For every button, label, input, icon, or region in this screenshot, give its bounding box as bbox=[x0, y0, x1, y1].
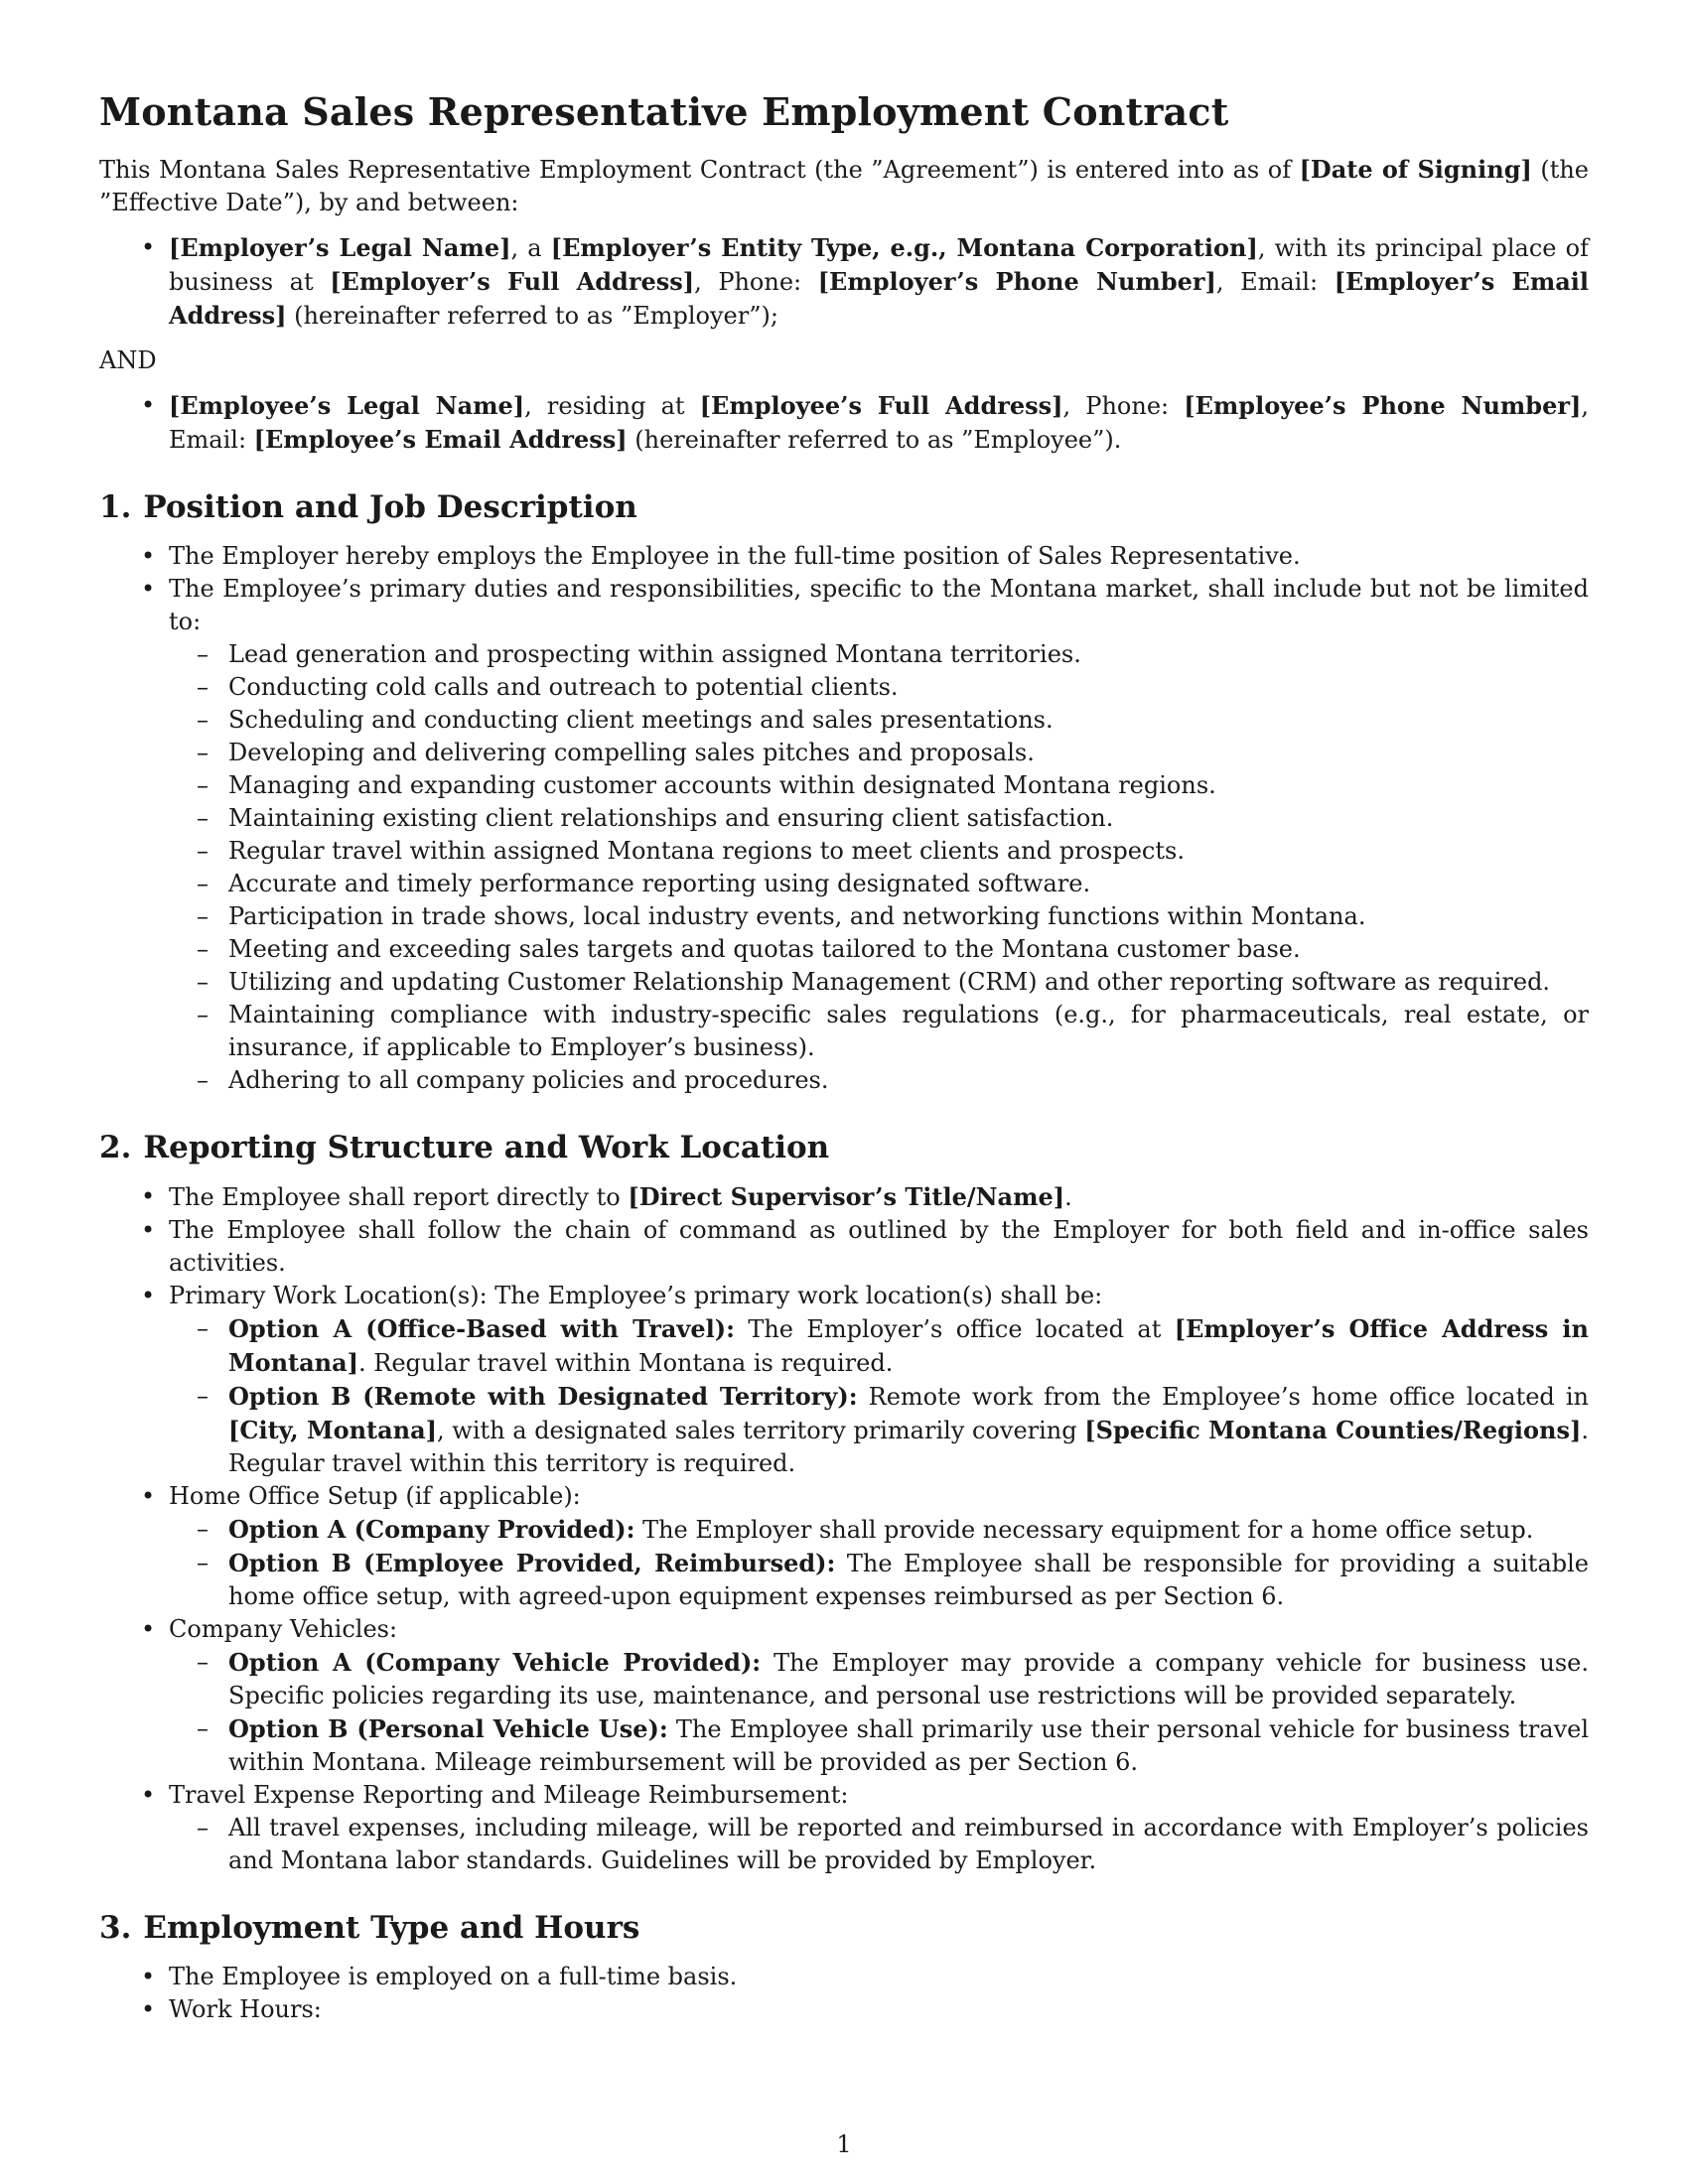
duty-item: – Maintaining existing client relationships and ensuring client satisfaction. bbox=[228, 802, 1589, 835]
list-item: • Work Hours: bbox=[169, 1993, 1589, 2026]
employer-party bbox=[169, 231, 1589, 333]
duty-item: – Accurate and timely performance reporting using designated software. bbox=[228, 868, 1589, 900]
option-text: The Employee shall primarily use their personal vehicle for business travel within Montana. Mileage reimbursement will be provided as per Section 6. bbox=[228, 1715, 1590, 1776]
list-item bbox=[169, 1779, 1589, 1877]
option-item bbox=[228, 1380, 1589, 1480]
option-label: Option A (Company Provided): bbox=[228, 1515, 635, 1544]
option-label: Option A (Company Vehicle Provided): bbox=[228, 1648, 762, 1677]
section-1-list bbox=[99, 540, 1589, 1097]
section-number: 3. bbox=[99, 1910, 132, 1946]
intro-text: (the ”Effective Date”), by and between: bbox=[99, 156, 1589, 216]
option-item: – All travel expenses, including mileage, will be reported and reimbursed in accordance with Employer’s policies and Montana labor standards. Guidelines will be provided by Employer. bbox=[228, 1812, 1589, 1877]
employer-entity-placeholder: [Employer’s Entity Type, e.g., Montana Corporation] bbox=[550, 233, 1258, 262]
option-item bbox=[228, 1547, 1589, 1613]
home-office-options bbox=[169, 1513, 1589, 1613]
list-item bbox=[169, 1613, 1589, 1779]
duty-item: – Managing and expanding customer accounts within designated Montana regions. bbox=[228, 769, 1589, 802]
list-item: • The Employer hereby employs the Employee in the full-time position of Sales Representative. bbox=[169, 540, 1589, 573]
section-number: 2. bbox=[99, 1130, 132, 1165]
travel-items bbox=[169, 1812, 1589, 1877]
employee-email-placeholder: [Employee’s Email Address] bbox=[253, 425, 628, 454]
list-item bbox=[169, 1180, 1589, 1214]
duties-intro: The Employee’s primary duties and responsibilities, specific to the Montana market, shall include but not be limited to: bbox=[169, 575, 1589, 635]
duty-item: – Adhering to all company policies and procedures. bbox=[228, 1064, 1589, 1097]
employer-phone-placeholder: [Employer’s Phone Number] bbox=[817, 267, 1216, 296]
section-2-heading bbox=[99, 1127, 1589, 1168]
item-text: Home Office Setup (if applicable): bbox=[169, 1482, 581, 1510]
item-text: Company Vehicles: bbox=[169, 1615, 398, 1643]
duty-item: – Meeting and exceeding sales targets and quotas tailored to the Montana customer base. bbox=[228, 933, 1589, 966]
item-text: Travel Expense Reporting and Mileage Reimbursement: bbox=[169, 1781, 849, 1809]
location-options bbox=[169, 1312, 1589, 1480]
section-3-heading bbox=[99, 1907, 1589, 1949]
party-text: , with its principal place of business at bbox=[169, 234, 1589, 296]
duty-item: – Regular travel within assigned Montana regions to meet clients and prospects. bbox=[228, 835, 1589, 868]
and-separator: AND bbox=[99, 346, 157, 374]
employee-party bbox=[169, 389, 1589, 457]
option-text: , with a designated sales territory primarily covering bbox=[437, 1417, 1085, 1444]
option-label: Option B (Personal Vehicle Use): bbox=[228, 1714, 668, 1743]
party-text: (hereinafter referred to as ”Employer”); bbox=[286, 302, 778, 330]
party-text: , a bbox=[510, 234, 551, 262]
employer-email-placeholder: [Employer’s Email Address] bbox=[169, 267, 1590, 330]
option-item bbox=[228, 1513, 1589, 1547]
party-text: , residing at bbox=[524, 392, 700, 420]
duty-item: – Developing and delivering compelling sales pitches and proposals. bbox=[228, 737, 1589, 769]
counties-placeholder: [Specific Montana Counties/Regions] bbox=[1084, 1416, 1582, 1444]
option-label: Option A (Office-Based with Travel): bbox=[228, 1314, 735, 1343]
party-text: , Phone: bbox=[694, 268, 818, 296]
duty-item: – Lead generation and prospecting within assigned Montana territories. bbox=[228, 638, 1589, 671]
employer-party-list bbox=[99, 231, 1589, 333]
option-text: The Employer shall provide necessary equipment for a home office setup. bbox=[634, 1516, 1534, 1544]
duty-item: – Participation in trade shows, local industry events, and networking functions within Montana. bbox=[228, 900, 1589, 933]
party-text: , Email: bbox=[169, 392, 1589, 454]
section-title: Reporting Structure and Work Location bbox=[143, 1130, 830, 1165]
section-2-list bbox=[99, 1180, 1589, 1877]
employee-address-placeholder: [Employee’s Full Address] bbox=[699, 391, 1063, 420]
party-text: (hereinafter referred to as ”Employee”). bbox=[627, 426, 1122, 454]
list-item: • The Employee shall follow the chain of command as outlined by the Employer for both field and in-office sales activities. bbox=[169, 1214, 1589, 1280]
duty-item: – Maintaining compliance with industry-specific sales regulations (e.g., for pharmaceuticals, real estate, or insurance, if applicable to Employer’s business). bbox=[228, 999, 1589, 1064]
option-text: The Employer’s office located at bbox=[734, 1315, 1175, 1343]
list-item bbox=[169, 1280, 1589, 1480]
option-text: . Regular travel within Montana is required. bbox=[358, 1349, 894, 1377]
vehicle-options bbox=[169, 1646, 1589, 1779]
option-item bbox=[228, 1646, 1589, 1712]
party-text: , Phone: bbox=[1062, 392, 1185, 420]
option-text: The Employer may provide a company vehicle for business use. Specific policies regarding its use, maintenance, and personal use restrictions will be provided separately. bbox=[228, 1649, 1589, 1709]
employee-phone-placeholder: [Employee’s Phone Number] bbox=[1184, 391, 1582, 420]
duties-list bbox=[169, 638, 1589, 1097]
supervisor-placeholder: [Direct Supervisor’s Title/Name] bbox=[628, 1182, 1065, 1211]
employee-party-list bbox=[99, 389, 1589, 457]
option-text: Remote work from the Employee’s home office located in bbox=[857, 1383, 1590, 1411]
list-item bbox=[169, 573, 1589, 1097]
intro-paragraph bbox=[99, 153, 1589, 219]
section-title: Position and Job Description bbox=[143, 489, 637, 525]
section-1-heading bbox=[99, 486, 1589, 528]
employer-name-placeholder: [Employer’s Legal Name] bbox=[169, 233, 511, 262]
list-item bbox=[169, 1480, 1589, 1613]
duty-item: – Conducting cold calls and outreach to potential clients. bbox=[228, 671, 1589, 704]
item-text: Primary Work Location(s): The Employee’s primary work location(s) shall be: bbox=[169, 1282, 1103, 1309]
section-number: 1. bbox=[99, 489, 132, 525]
city-placeholder: [City, Montana] bbox=[228, 1416, 438, 1444]
section-title: Employment Type and Hours bbox=[143, 1910, 640, 1946]
document-title: Montana Sales Representative Employment Contract bbox=[99, 89, 1229, 134]
option-item bbox=[228, 1712, 1589, 1779]
office-address-placeholder: [Employer’s Office Address in Montana] bbox=[228, 1314, 1589, 1377]
item-text: . bbox=[1064, 1183, 1072, 1211]
duty-item: – Scheduling and conducting client meetings and sales presentations. bbox=[228, 704, 1589, 737]
contract-page bbox=[99, 87, 1589, 2038]
option-text: . Regular travel within this territory is required. bbox=[228, 1417, 1589, 1477]
intro-text: This Montana Sales Representative Employment Contract (the ”Agreement”) is entered into as of bbox=[99, 156, 1300, 184]
list-item: • The Employee is employed on a full-time basis. bbox=[169, 1961, 1589, 1993]
item-text: The Employee shall report directly to bbox=[169, 1183, 629, 1211]
section-3-list bbox=[99, 1961, 1589, 2026]
duty-item: – Utilizing and updating Customer Relationship Management (CRM) and other reporting software as required. bbox=[228, 966, 1589, 999]
date-of-signing-placeholder: [Date of Signing] bbox=[1299, 155, 1532, 184]
option-label: Option B (Employee Provided, Reimbursed): bbox=[228, 1549, 836, 1577]
page-number: 1 bbox=[836, 2130, 852, 2158]
option-text: The Employee shall be responsible for providing a suitable home office setup, with agreed-upon equipment expenses reimbursed as per Section 6. bbox=[228, 1550, 1589, 1610]
option-label: Option B (Remote with Designated Territory): bbox=[228, 1382, 858, 1411]
employee-name-placeholder: [Employee’s Legal Name] bbox=[169, 391, 525, 420]
option-item bbox=[228, 1312, 1589, 1380]
employer-address-placeholder: [Employer’s Full Address] bbox=[330, 267, 695, 296]
party-text: , Email: bbox=[1215, 268, 1335, 296]
